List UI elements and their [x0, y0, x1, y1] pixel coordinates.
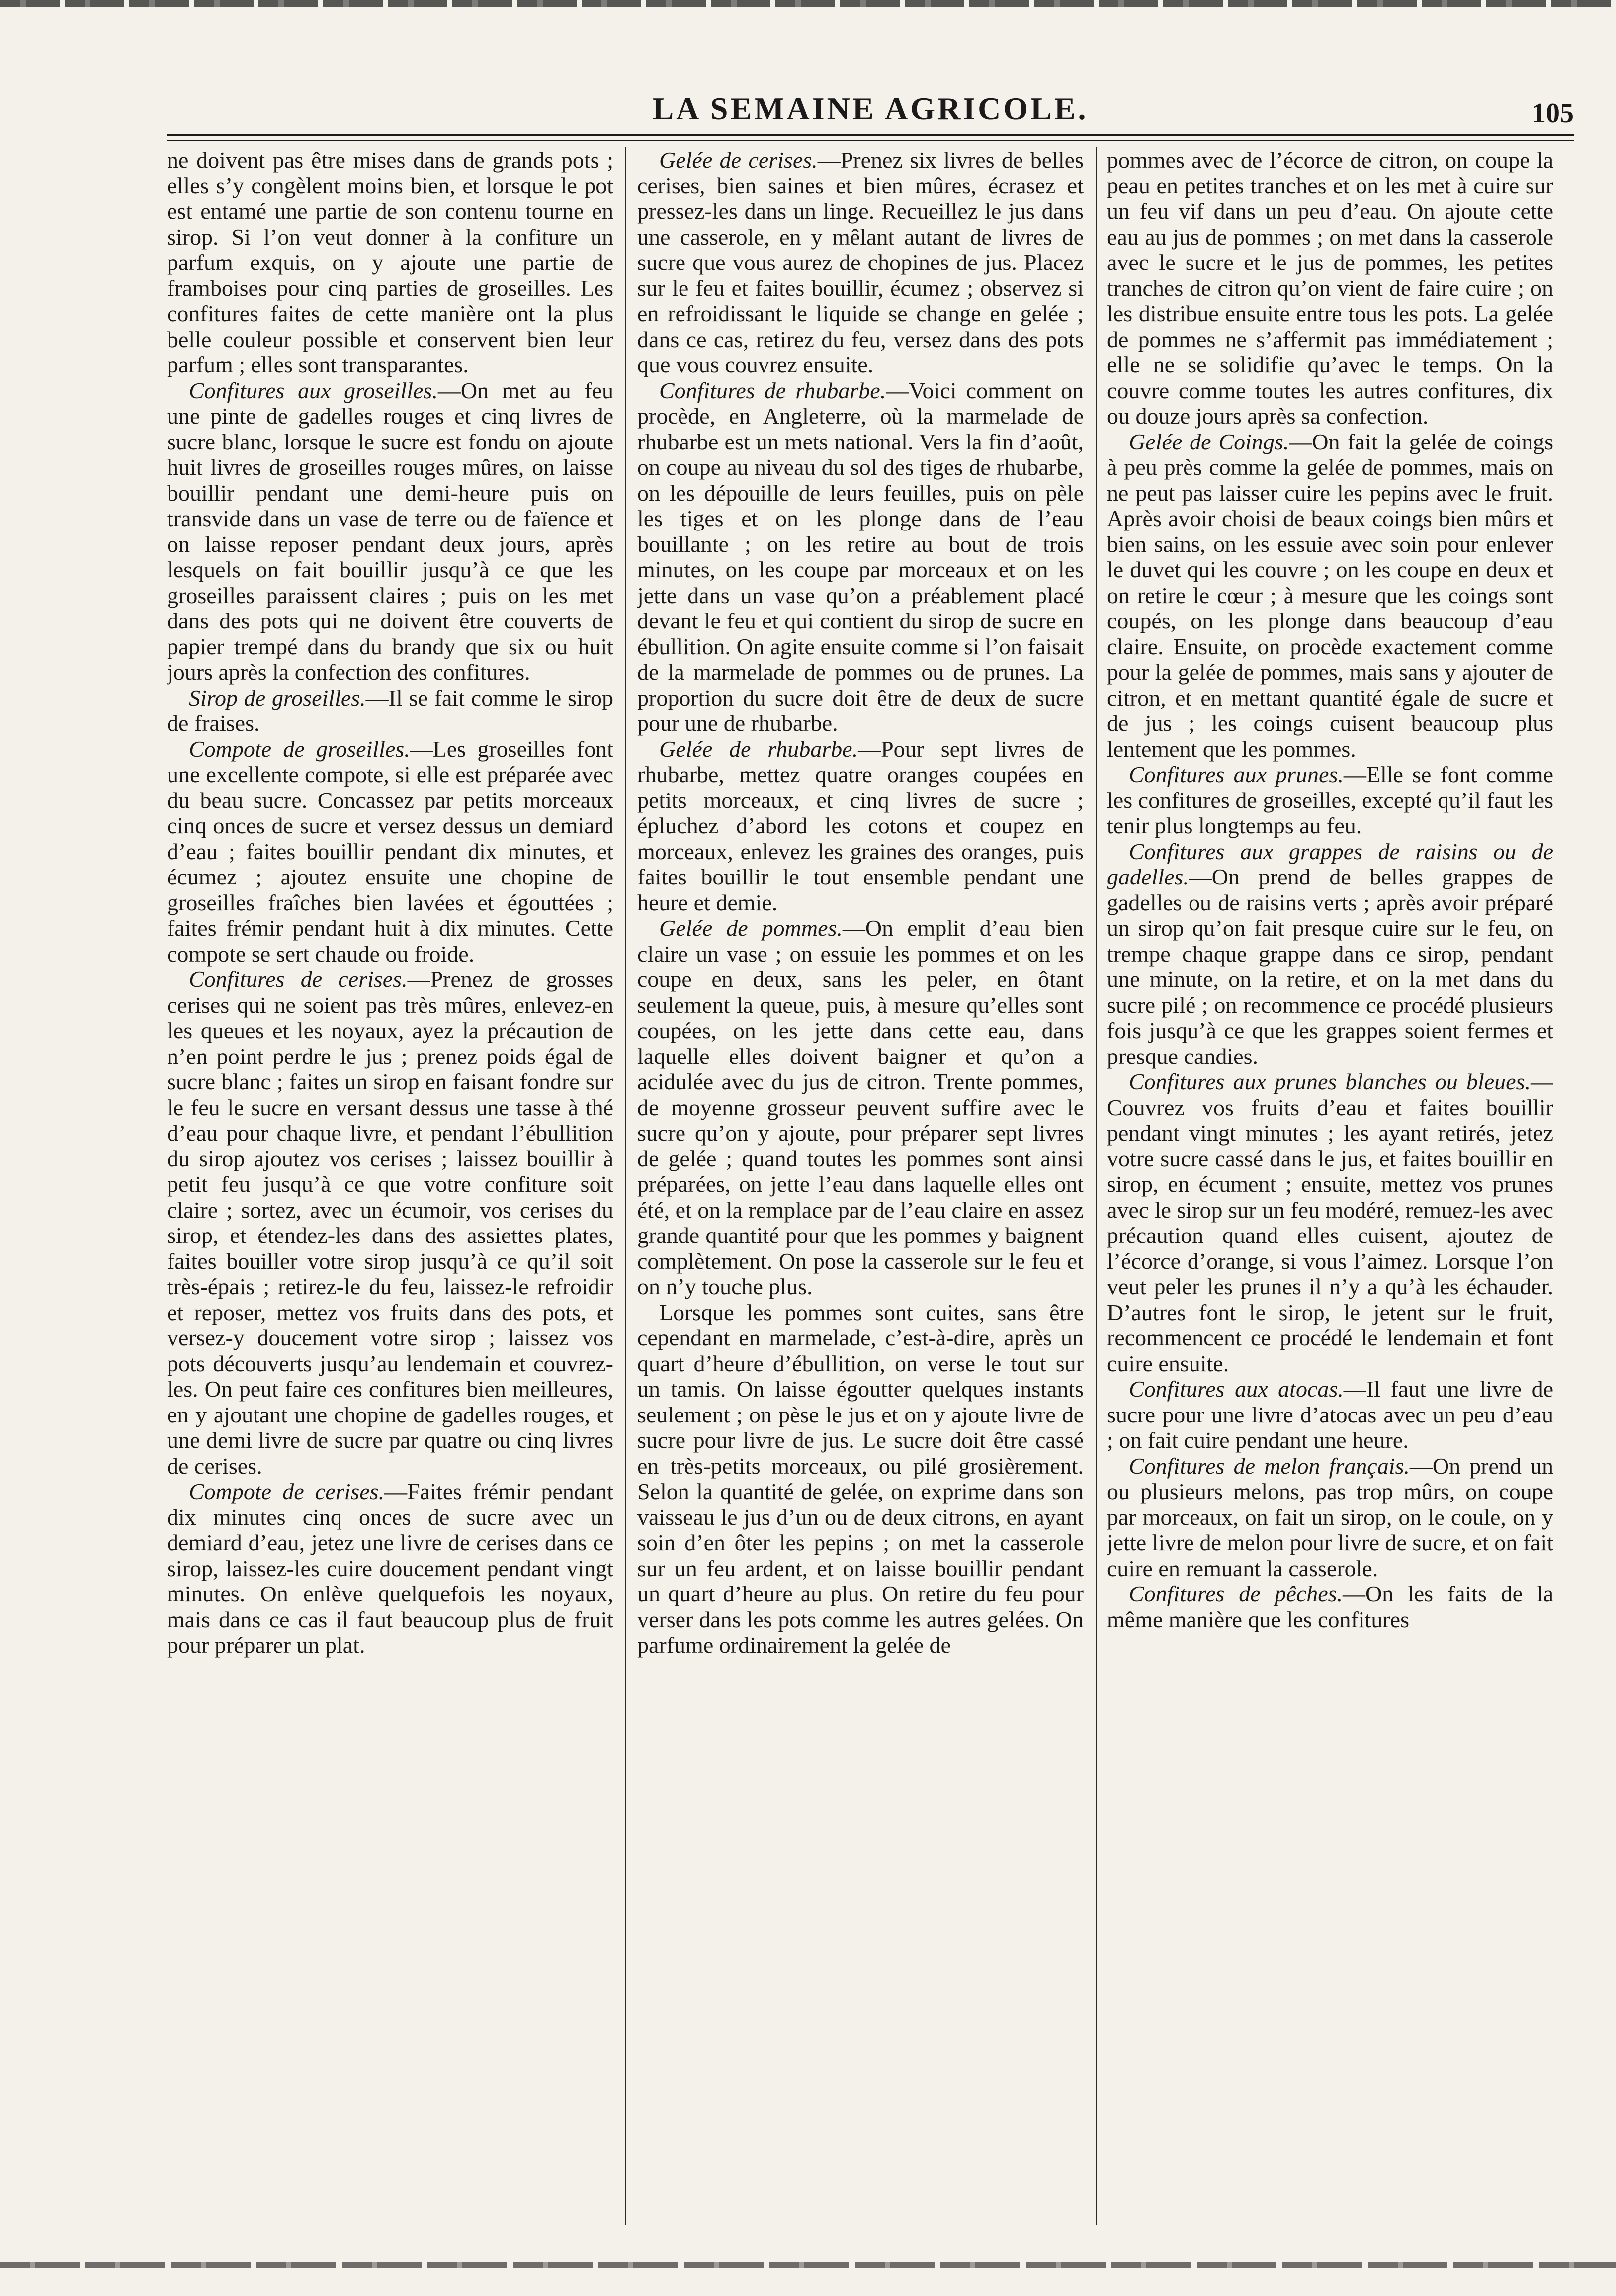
recipe-text: —On fait la gelée de coings à peu près comme la gelée de pommes, mais on ne peut pas laisser cuire les pepins avec le fruit. Après avoir choisi de beaux coings bien mûrs et bien sains, on les essuie avec soin pour enlever le duvet qui les couvre ; on les coupe en deux et on retire le cœur ; à mesure que les coings sont coupés, on les plonge dans beaucoup d’eau claire. Ensuite, on procède exactement comme pour la gelée de pommes, mais sans y ajouter de citron, et en mettant quantité égale de sucre et de jus ; les coings cuisent beaucoup plus lentement que les pommes.	[1107, 429, 1553, 762]
article-paragraph	[1107, 429, 1553, 762]
recipe-heading: Confitures de pêches.	[1129, 1581, 1343, 1606]
recipe-heading: Confitures aux prunes.	[1129, 762, 1344, 787]
page-top-edge	[0, 0, 1616, 7]
recipe-heading: Compote de groseilles.	[189, 736, 410, 762]
recipe-text: —On prend un ou plusieurs melons, pas trop mûrs, on coupe par morceaux, on fait un sirop, on le coule, on y jette livre de melon pour livre de sucre, et on fait cuire en remuant la casserole.	[1107, 1453, 1553, 1581]
article-paragraph	[1107, 762, 1553, 839]
recipe-heading: Gelée de Coings.	[1129, 429, 1289, 454]
article-paragraph	[637, 915, 1084, 1300]
article-paragraph	[167, 378, 613, 685]
article-paragraph	[1107, 1453, 1553, 1582]
recipe-text: —Faites frémir pendant dix minutes cinq onces de sucre avec un demiard d’eau, jetez une livre de cerises dans ce sirop, laissez-les cuire doucement pendant vingt minutes. On enlève quelquefois les noyaux, mais dans ce cas il faut beaucoup plus de fruit pour préparer un plat.	[167, 1479, 613, 1658]
recipe-text: Lorsque les pommes sont cuites, sans être cependant en marmelade, c’est-à-dire, après un quart d’heure d’ébullition, on verse le tout sur un tamis. On laisse égoutter quelques instants seulement ; on pèse le jus et on y ajoute livre de sucre pour livre de jus. Le sucre doit être cassé en très-petits morceaux, ou pilé grosièrement. Selon la quantité de gelée, on exprime dans son vaisseau le jus d’un ou de deux citrons, en ayant soin d’en ôter les pepins ; on met la casserole sur un feu ardent, et on laisse bouillir pendant un quart d’heure au plus. On retire du feu pour verser dans les pots comme les autres gelées. On parfume ordinairement la gelée de	[637, 1299, 1084, 1658]
article-paragraph	[637, 736, 1084, 916]
page-number: 105	[1532, 98, 1574, 129]
article-paragraph	[167, 147, 613, 378]
article-paragraph	[1107, 1376, 1553, 1453]
column-separator	[625, 147, 626, 2225]
recipe-text: —Prenez six livres de belles cerises, bien saines et bien mûres, écrasez et pressez-les dans un linge. Recueillez le jus dans une casserole, en y mêlant autant de livres de sucre que vous aurez de chopines de jus. Placez sur le feu et faites bouillir, écumez ; observez si en refroidissant le liquide se change en gelée ; dans ce cas, retirez du feu, versez dans des pots que vous couvrez ensuite.	[637, 147, 1084, 377]
article-paragraph	[167, 685, 613, 736]
recipe-text: —On met au feu une pinte de gadelles rouges et cinq livres de sucre blanc, lorsque le sucre est fondu on ajoute huit livres de groseilles rouges mûres, on laisse bouillir pendant une demi-heure puis on transvide dans un vase de terre ou de faïence et on laisse reposer pendant deux jours, après lesquels on fait bouillir jusqu’à ce que les groseilles paraissent claires ; puis on les met dans des pots qui ne doivent être couverts de papier trempé dans du brandy que six ou huit jours après la confection des confitures.	[167, 377, 613, 685]
article-paragraph	[167, 736, 613, 967]
recipe-heading: Confitures aux atocas.	[1129, 1376, 1344, 1402]
journal-title: LA SEMAINE AGRICOLE.	[652, 91, 1089, 126]
recipe-heading: Sirop de groseilles.	[189, 685, 366, 710]
article-paragraph	[1107, 1069, 1553, 1376]
recipe-text: —Elle se font comme les confitures de groseilles, excepté qu’il faut les tenir plus longtemps au feu.	[1107, 762, 1553, 838]
text-columns	[167, 147, 1574, 2225]
page-header	[167, 88, 1574, 133]
recipe-heading: Confitures aux grappes de raisins ou de gadelles.	[1107, 838, 1553, 889]
recipe-text: —Prenez de grosses cerises qui ne soient pas très mûres, enlevez-en les queues et les noyaux, ayez la précaution de n’en point perdre le jus ; prenez poids égal de sucre blanc ; faites un sirop en faisant fondre sur le feu le sucre en versant dessus une tasse à thé d’eau pour chaque livre, et pendant l’ébullition du sirop ajoutez vos cerises ; laissez bouillir à petit feu jusqu’à ce que votre confiture soit claire ; sortez, avec un écumoir, vos cerises du sirop, et étendez-les dans des assiettes plates, faites bouiller votre sirop jusqu’à ce qu’il soit très-épais ; retirez-le du feu, laissez-le refroidir et reposer, mettez vos fruits dans des pots, et versez-y doucement votre sirop ; laissez vos pots découverts jusqu’au lendemain et couvrez-les. On peut faire ces confitures bien meilleures, en y ajoutant une chopine de gadelles rouges, et une demi livre de sucre par quatre ou cinq livres de cerises.	[167, 967, 613, 1479]
recipe-text: —Il se fait comme le sirop de fraises.	[167, 685, 613, 736]
recipe-heading: Confitures aux prunes blanches ou bleues.	[1129, 1069, 1531, 1094]
recipe-heading: Compote de cerises.	[189, 1479, 385, 1504]
recipe-text: ne doivent pas être mises dans de grands pots ; elles s’y congèlent moins bien, et lorsque le pot est entamé une partie de son contenu tourne en sirop. Si l’on veut donner à la confiture un parfum exquis, on y ajoute une partie de framboises pour cinq parties de groseilles. Les confitures faites de cette manière ont la plus belle couleur possible et conservent bien leur parfum ; elles sont transparantes.	[167, 147, 613, 377]
recipe-heading: Confitures de cerises.	[189, 967, 408, 992]
article-paragraph	[637, 147, 1084, 378]
recipe-text: —Les groseilles font une excellente compote, si elle est préparée avec du beau sucre. Concassez par petits morceaux cinq onces de sucre et versez dessus un demiard d’eau ; faites bouillir pendant dix minutes, et écumez ; ajoutez ensuite une chopine de groseilles fraîches bien lavées et égouttées ; faites frémir pendant huit à dix minutes. Cette compote se sert chaude ou froide.	[167, 736, 613, 967]
recipe-text: —Pour sept livres de rhubarbe, mettez quatre oranges coupées en petits morceaux, et cinq livres de sucre ; épluchez d’abord les cotons et coupez en morceaux, enlevez les graines des oranges, puis faites bouillir le tout ensemble pendant une heure et demie.	[637, 736, 1084, 915]
recipe-heading: Gelée de rhubarbe.	[659, 736, 858, 762]
column-separator	[1096, 147, 1097, 2225]
recipe-heading: Gelée de pommes.	[659, 915, 843, 941]
column-2	[637, 147, 1084, 2225]
recipe-text: —On les faits de la même manière que les confitures	[1107, 1581, 1553, 1632]
recipe-heading: Gelée de cerises.	[659, 147, 818, 173]
article-paragraph	[637, 1300, 1084, 1658]
recipe-text: —Il faut une livre de sucre pour une livre d’atocas avec un peu d’eau ; on fait cuire pendant une heure.	[1107, 1376, 1553, 1453]
recipe-heading: Confitures de rhubarbe.	[659, 377, 886, 403]
header-rule	[167, 134, 1574, 141]
article-paragraph	[1107, 839, 1553, 1069]
recipe-text: —Voici comment on procède, en Angleterre, où la marmelade de rhubarbe est un mets national. Vers la fin d’août, on coupe au niveau du sol des tiges de rhubarbe, on les dépouille de leurs feuilles, puis on pèle les tiges et on les plonge dans de l’eau bouillante ; on les retire au bout de trois minutes, on les coupe par morceaux et on les jette dans un vase qu’on a préablement placé devant le feu et qui contient du sirop de sucre en ébullition. On agite ensuite comme si l’on faisait de la marmelade de pommes ou de prunes. La proportion du sucre doit être de deux de sucre pour une de rhubarbe.	[637, 377, 1084, 736]
recipe-text: —On emplit d’eau bien claire un vase ; on essuie les pommes et on les coupe en deux, sans les peler, en ôtant seulement la queue, puis, à mesure qu’elles sont coupées, on les jette dans cette eau, dans laquelle elles doivent baigner et qu’on a acidulée avec du jus de citron. Trente pommes, de moyenne grosseur peuvent suffire avec le sucre qu’on y ajoute, pour préparer sept livres de gelée ; quand toutes les pommes sont ainsi préparées, on jette l’eau dans laquelle elles ont été, et on la remplace par de l’eau claire en assez grande quantité pour que les pommes y baignent complètement. On pose la casserole sur le feu et on n’y touche plus.	[637, 915, 1084, 1299]
article-paragraph	[167, 967, 613, 1479]
recipe-heading: Confitures de melon français.	[1129, 1453, 1410, 1479]
recipe-heading: Confitures aux groseilles.	[189, 377, 438, 403]
article-paragraph	[1107, 1581, 1553, 1632]
article-paragraph	[167, 1479, 613, 1658]
article-paragraph	[637, 378, 1084, 736]
column-3	[1107, 147, 1553, 2225]
page-bottom-edge	[0, 2262, 1616, 2268]
recipe-text: —Couvrez vos fruits d’eau et faites bouillir pendant vingt minutes ; les ayant retirés, jetez votre sucre cassé dans le jus, et faites bouillir en sirop, en écument ; ensuite, mettez vos prunes avec le sirop sur un feu modéré, remuez-les avec précaution quand elles cuisent, ajoutez de l’écorce d’orange, si vous l’aimez. Lorsque l’on veut peler les prunes il n’y a qu’à les échauder. D’autres font le sirop, le jetent sur le fruit, recommencent ce procédé le lendemain et font cuire ensuite.	[1107, 1069, 1553, 1376]
recipe-text: pommes avec de l’écorce de citron, on coupe la peau en petites tranches et on les met à cuire sur un feu vif dans un peu d’eau. On ajoute cette eau au jus de pommes ; on met dans la casserole avec le sucre et le jus de pommes, les petites tranches de citron qu’on vient de faire cuire ; on les distribue ensuite entre tous les pots. La gelée de pommes ne s’affermit pas immédiatement ; elle ne se solidifie qu’avec le temps. On la couvre comme toutes les autres confitures, dix ou douze jours après sa confection.	[1107, 147, 1553, 429]
article-paragraph	[1107, 147, 1553, 429]
recipe-text: —On prend de belles grappes de gadelles ou de raisins verts ; après avoir préparé un sirop qu’on fait presque cuire sur le feu, on trempe chaque grappe dans ce sirop, pendant une minute, on la retire, et on la met dans du sucre pilé ; on recommence ce procédé plusieurs fois jusqu’à ce que les grappes soient fermes et presque candies.	[1107, 864, 1553, 1069]
column-1	[167, 147, 613, 2225]
